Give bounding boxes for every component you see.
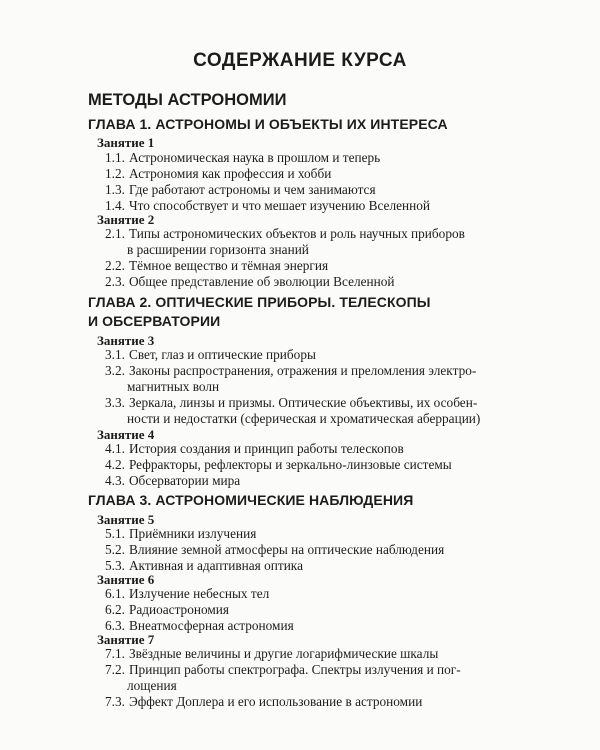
toc-item: 7.3. Эффект Доплера и его использование в астрономии	[105, 694, 423, 709]
part-heading: МЕТОДЫ АСТРОНОМИИ	[88, 91, 287, 109]
toc-item: 5.1. Приёмники излучения	[105, 526, 257, 541]
toc-item: 5.2. Влияние земной атмосферы на оптические наблюдения	[105, 542, 445, 557]
lesson-heading: Занятие 4	[97, 427, 155, 442]
toc-item: 3.1. Свет, глаз и оптические приборы	[105, 347, 316, 362]
toc-item: 3.2. Законы распространения, отражения и преломления электро- магнитных волн	[105, 363, 477, 394]
page-title: СОДЕРЖАНИЕ КУРСА	[193, 50, 407, 71]
lesson-heading: Занятие 7	[97, 632, 155, 647]
toc-item: 3.3. Зеркала, линзы и призмы. Оптические объективы, их особен- ности и недостатки (сферическая и хроматическая аберрации)	[105, 395, 481, 426]
chapter-heading: ГЛАВА 2. ОПТИЧЕСКИЕ ПРИБОРЫ. ТЕЛЕСКОПЫ И ОБСЕРВАТОРИИ	[88, 294, 431, 329]
toc-item: 5.3. Активная и адаптивная оптика	[105, 558, 303, 573]
chapter-heading: ГЛАВА 3. АСТРОНОМИЧЕСКИЕ НАБЛЮДЕНИЯ	[88, 492, 414, 508]
toc-item: 6.2. Радиоастрономия	[105, 602, 230, 617]
lesson-heading: Занятие 5	[97, 512, 155, 527]
lesson-heading: Занятие 1	[97, 135, 155, 150]
toc-item: 6.3. Внеатмосферная астрономия	[105, 618, 294, 633]
toc-item: 2.2. Тёмное вещество и тёмная энергия	[105, 258, 329, 273]
toc-item: 7.2. Принцип работы спектрографа. Спектры излучения и пог- лощения	[105, 662, 461, 693]
chapter-heading: ГЛАВА 1. АСТРОНОМЫ И ОБЪЕКТЫ ИХ ИНТЕРЕСА	[88, 116, 448, 132]
toc-item: 1.2. Астрономия как профессия и хобби	[105, 166, 332, 181]
toc-item: 4.1. История создания и принцип работы телескопов	[105, 441, 404, 456]
toc-item: 4.3. Обсерватории мира	[105, 473, 241, 488]
lesson-heading: Занятие 6	[97, 572, 155, 587]
toc-item: 2.3. Общее представление об эволюции Вселенной	[105, 274, 395, 289]
toc-item: 1.3. Где работают астрономы и чем занимаются	[105, 182, 376, 197]
lesson-heading: Занятие 3	[97, 333, 155, 348]
toc-item: 4.2. Рефракторы, рефлекторы и зеркально-линзовые системы	[105, 457, 452, 472]
toc-item: 1.4. Что способствует и что мешает изучению Вселенной	[105, 198, 430, 213]
toc-item: 6.1. Излучение небесных тел	[105, 586, 270, 601]
toc-item: 2.1. Типы астрономических объектов и роль научных приборов в расширении горизонта знаний	[105, 226, 465, 257]
lesson-heading: Занятие 2	[97, 212, 155, 227]
toc-item: 1.1. Астрономическая наука в прошлом и теперь	[105, 150, 381, 165]
toc-item: 7.1. Звёздные величины и другие логарифмические шкалы	[105, 646, 439, 661]
